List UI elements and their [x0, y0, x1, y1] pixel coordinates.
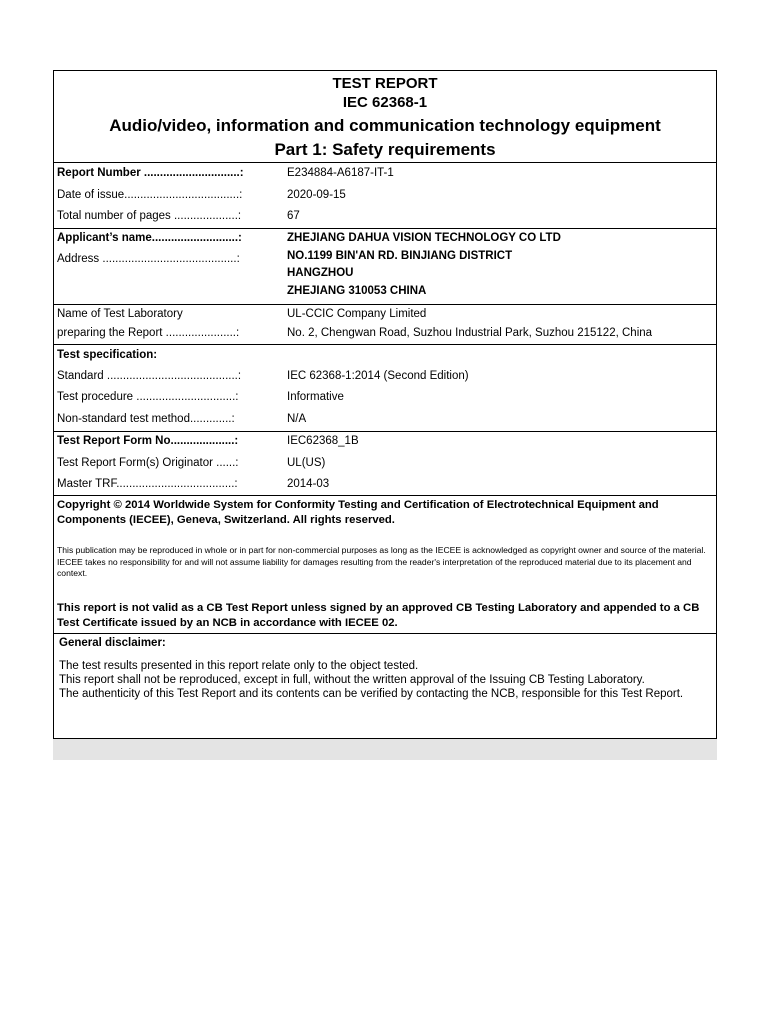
laboratory-name: UL-CCIC Company Limited [287, 308, 427, 320]
divider [53, 304, 717, 305]
divider [53, 431, 717, 432]
validity-note: This report is not valid as a CB Test Report unless signed by an approved CB Testing Laboratory and appended to a CB Test Certificate issued by an NCB in accordance with IECEE 02. [57, 602, 700, 629]
address-line-3: ZHEJIANG 310053 CHINA [287, 285, 427, 297]
master-trf-value: 2014-03 [287, 478, 330, 490]
test-procedure-label: Test procedure ...............................: [57, 391, 239, 403]
report-part: Part 1: Safety requirements [274, 140, 496, 159]
disclaimer-line-3: The authenticity of this Test Report and its contents can be verified by contacting the NCB, responsible for this Test Report. [59, 688, 684, 700]
address-label: Address ..........................................: [57, 253, 240, 265]
report-title: TEST REPORT [332, 75, 438, 92]
master-trf-label: Master TRF.....................................: [57, 478, 238, 490]
standard-label: Standard .........................................: [57, 370, 242, 382]
divider [53, 344, 717, 345]
report-standard: IEC 62368-1 [342, 94, 428, 111]
grey-footer-bar [53, 739, 717, 760]
disclaimer-line-2: This report shall not be reproduced, except in full, without the written approval of the Issuing CB Testing Laboratory. [59, 674, 645, 686]
test-report-form-value: IEC62368_1B [287, 435, 359, 447]
total-pages-value: 67 [287, 210, 300, 222]
test-procedure-value: Informative [287, 391, 344, 403]
non-standard-method-value: N/A [287, 413, 307, 425]
test-report-document [53, 70, 717, 760]
total-pages-label: Total number of pages ....................: [57, 210, 242, 222]
copyright-fine-print: This publication may be reproduced in whole or in part for non-commercial purposes as long as the IECEE is acknowledged as copyright owner and source of the material. IECEE takes no responsibility for and will not assume liability for damages resulting from the reader's interpretation of the reproduced material due to its placement and context. [57, 545, 706, 578]
laboratory-address: No. 2, Chengwan Road, Suzhou Industrial Park, Suzhou 215122, China [287, 327, 653, 339]
form-originator-value: UL(US) [287, 457, 326, 469]
form-originator-label: Test Report Form(s) Originator ......: [57, 457, 239, 469]
address-line-1: NO.1199 BIN'AN RD. BINJIANG DISTRICT [287, 250, 513, 262]
copyright-notice: Copyright © 2014 Worldwide System for Conformity Testing and Certification of Electrotechnical Equipment and Components (IECEE), Geneva, Switzerland. All rights reserved. [57, 499, 659, 526]
applicant-name-label: Applicant’s name...........................: [57, 232, 242, 244]
divider [53, 633, 717, 634]
divider [53, 495, 717, 496]
test-report-form-label: Test Report Form No....................: [57, 435, 239, 447]
disclaimer-line-1: The test results presented in this report relate only to the object tested. [59, 660, 419, 672]
report-subject: Audio/video, information and communication technology equipment [109, 116, 661, 135]
laboratory-label-line-2: preparing the Report ......................: [57, 327, 240, 339]
standard-value: IEC 62368-1:2014 (Second Edition) [287, 370, 469, 382]
address-line-2: HANGZHOU [287, 267, 354, 279]
divider [53, 228, 717, 229]
non-standard-method-label: Non-standard test method.............: [57, 413, 235, 425]
general-disclaimer-heading: General disclaimer: [59, 637, 166, 649]
date-of-issue-value: 2020-09-15 [287, 189, 346, 201]
divider [53, 162, 717, 163]
report-number-label: Report Number ..............................: [57, 167, 244, 179]
laboratory-label-line-1: Name of Test Laboratory [57, 308, 183, 320]
report-number-value: E234884-A6187-IT-1 [287, 167, 394, 179]
applicant-name-value: ZHEJIANG DAHUA VISION TECHNOLOGY CO LTD [287, 232, 561, 244]
test-specification-heading: Test specification: [57, 349, 158, 361]
date-of-issue-label: Date of issue....................................: [57, 189, 243, 201]
